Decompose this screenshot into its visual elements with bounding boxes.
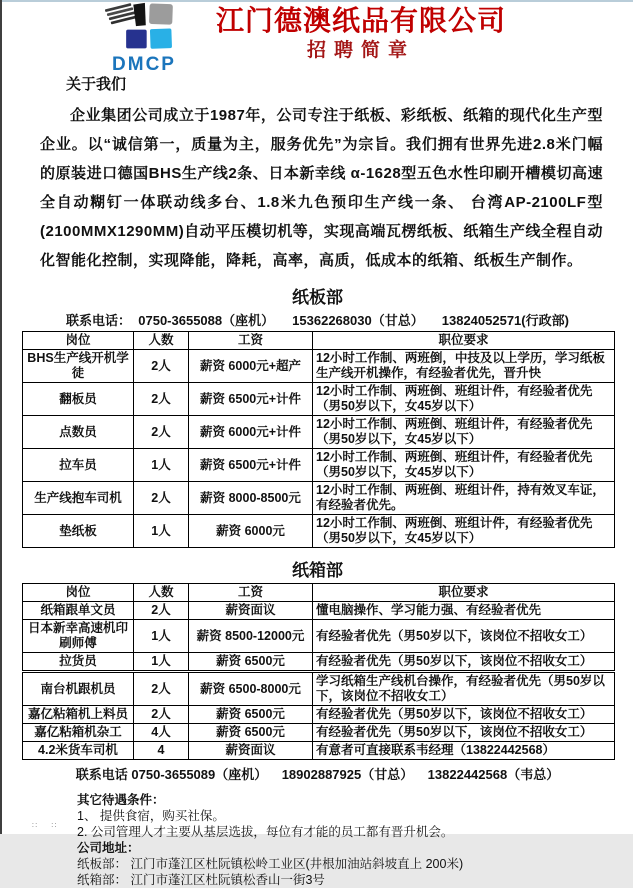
cell-requirements: 有经验者优先（男50岁以下，该岗位不招收女工） <box>313 653 615 672</box>
cell-headcount: 4 <box>134 742 189 760</box>
benefit-item: 1、 提供食宿，购买社保。 <box>77 809 225 823</box>
table-row <box>23 706 615 724</box>
cell-wage: 薪资 6000元+超产 <box>189 350 313 383</box>
address-heading: 公司地址： <box>77 841 140 855</box>
table-row <box>23 653 615 672</box>
page-artifact-dots: ∷ ∷ <box>32 821 63 830</box>
cell-wage: 薪资 6500元 <box>189 653 313 672</box>
document-header <box>2 0 633 75</box>
address-carton-dept: 纸箱部： 江门市蓬江区杜阮镇松香山一街3号 <box>77 873 325 887</box>
cell-position: 翻板员 <box>23 383 134 416</box>
benefit-item: 2. 公司管理人才主要从基层选拔，每位有才能的员工都有晋升机会。 <box>77 825 454 839</box>
cell-requirements: 学习纸箱生产线机台操作，有经验者优先（男50岁以下，该岗位不招收女工） <box>313 672 615 706</box>
address-board-dept: 纸板部： 江门市蓬江区杜阮镇松岭工业区(井根加油站斜坡直上 200米) <box>77 857 464 871</box>
table-row <box>23 515 615 548</box>
cell-headcount: 2人 <box>134 482 189 515</box>
page-title: 招聘简章 <box>306 40 415 61</box>
table-row <box>23 742 615 760</box>
cell-headcount: 1人 <box>134 449 189 482</box>
table-header-row <box>23 332 615 350</box>
cell-headcount: 2人 <box>134 706 189 724</box>
table-row <box>23 416 615 449</box>
cell-wage: 薪资 6500元+计件 <box>189 383 313 416</box>
carton-dept-table <box>22 583 615 760</box>
footer-info <box>77 793 633 888</box>
board-dept-table <box>22 331 615 548</box>
column-header: 人数 <box>134 332 189 350</box>
cell-headcount: 4人 <box>134 724 189 742</box>
section-title-board-dept: 纸板部 <box>292 288 343 307</box>
cell-requirements: 12小时工作制、两班倒、班组计件，持有效叉车证，有经验者优先。 <box>313 482 615 515</box>
cell-position: 嘉亿粘箱机杂工 <box>23 724 134 742</box>
cell-wage: 薪资面议 <box>189 602 313 620</box>
about-paragraph: 企业集团公司成立于1987年，公司专注于纸板、彩纸板、纸箱的现代化生产型企业。以“诚信第一，质量为主，服务优先”为宗旨。我们拥有世界先进2.8米门幅的原装进口德国BHS生产线2条、日本新幸线 α-1628型五色水性印刷开槽模切高速全自动糊钉一体联动线多台、1.8米九色预印生产线一条、 台湾AP-2100LF型(2100MMX1290MM)自动平压模切机等，实现高端瓦楞纸板、纸箱生产线全程自动化智能化控制，实现降能，降耗，高率，高质，低成本的纸箱、纸板生产制作。 <box>40 107 603 269</box>
column-header: 岗位 <box>23 332 134 350</box>
company-logo <box>96 2 192 73</box>
cell-position: 4.2米货车司机 <box>23 742 134 760</box>
cell-headcount: 2人 <box>134 672 189 706</box>
table-row <box>23 602 615 620</box>
table-row <box>23 620 615 653</box>
about-heading: 关于我们 <box>66 76 127 93</box>
cell-position: BHS生产线开机学徒 <box>23 350 134 383</box>
cell-position: 嘉亿粘箱机上料员 <box>23 706 134 724</box>
table-row <box>23 672 615 706</box>
cell-headcount: 2人 <box>134 416 189 449</box>
column-header: 工资 <box>189 332 313 350</box>
benefits-heading: 其它待遇条件： <box>77 793 165 807</box>
cell-headcount: 1人 <box>134 653 189 672</box>
cell-position: 点数员 <box>23 416 134 449</box>
column-header: 职位要求 <box>313 332 615 350</box>
cell-position: 生产线抱车司机 <box>23 482 134 515</box>
cell-wage: 薪资 8000-8500元 <box>189 482 313 515</box>
carton-dept-contact: 联系电话 0750-3655089（座机） 18902887925（甘总） 13822442568（韦总） <box>75 767 560 782</box>
dmcp-logo-icon <box>101 2 187 52</box>
cell-requirements: 有经验者优先（男50岁以下，该岗位不招收女工） <box>313 724 615 742</box>
cell-position: 南台机跟机员 <box>23 672 134 706</box>
cell-requirements: 12小时工作制、两班倒、班组计件，有经验者优先（男50岁以下，女45岁以下） <box>313 416 615 449</box>
cell-wage: 薪资 6500元+计件 <box>189 449 313 482</box>
cell-position: 拉车员 <box>23 449 134 482</box>
cell-wage: 薪资 6500元 <box>189 724 313 742</box>
column-header: 岗位 <box>23 584 134 602</box>
cell-wage: 薪资 6500-8000元 <box>189 672 313 706</box>
column-header: 人数 <box>134 584 189 602</box>
cell-requirements: 12小时工作制、两班倒，中技及以上学历，学习纸板生产线开机操作，有经验者优先，晋升快 <box>313 350 615 383</box>
cell-headcount: 2人 <box>134 350 189 383</box>
cell-requirements: 12小时工作制、两班倒、班组计件，有经验者优先（男50岁以下，女45岁以下） <box>313 449 615 482</box>
cell-position: 日本新幸高速机印刷师傅 <box>23 620 134 653</box>
cell-requirements: 有经验者优先（男50岁以下，该岗位不招收女工） <box>313 620 615 653</box>
cell-wage: 薪资 6000元+计件 <box>189 416 313 449</box>
column-header: 职位要求 <box>313 584 615 602</box>
table-header-row <box>23 584 615 602</box>
table-row <box>23 383 615 416</box>
board-dept-contact: 联系电话： 0750-3655088（座机） 15362268030（甘总） 13824052571(行政部) <box>66 313 569 328</box>
cell-headcount: 2人 <box>134 383 189 416</box>
cell-requirements: 有意者可直接联系韦经理（13822442568） <box>313 742 615 760</box>
table-row <box>23 350 615 383</box>
cell-requirements: 有经验者优先（男50岁以下，该岗位不招收女工） <box>313 706 615 724</box>
column-header: 工资 <box>189 584 313 602</box>
cell-requirements: 12小时工作制、两班倒、班组计件，有经验者优先（男50岁以下，女45岁以下） <box>313 515 615 548</box>
cell-requirements: 12小时工作制、两班倒、班组计件，有经验者优先（男50岁以下，女45岁以下） <box>313 383 615 416</box>
cell-headcount: 1人 <box>134 620 189 653</box>
cell-position: 纸箱跟单文员 <box>23 602 134 620</box>
logo-text: DMCP <box>112 54 176 75</box>
cell-position: 拉货员 <box>23 653 134 672</box>
cell-headcount: 2人 <box>134 602 189 620</box>
cell-wage: 薪资面议 <box>189 742 313 760</box>
table-row <box>23 724 615 742</box>
cell-wage: 薪资 8500-12000元 <box>189 620 313 653</box>
table-row <box>23 482 615 515</box>
table-row <box>23 449 615 482</box>
cell-headcount: 1人 <box>134 515 189 548</box>
cell-requirements: 懂电脑操作、学习能力强、有经验者优先 <box>313 602 615 620</box>
cell-wage: 薪资 6000元 <box>189 515 313 548</box>
cell-position: 垫纸板 <box>23 515 134 548</box>
company-title: 江门德澳纸品有限公司 <box>215 5 506 36</box>
section-title-carton-dept: 纸箱部 <box>292 561 343 580</box>
cell-wage: 薪资 6500元 <box>189 706 313 724</box>
